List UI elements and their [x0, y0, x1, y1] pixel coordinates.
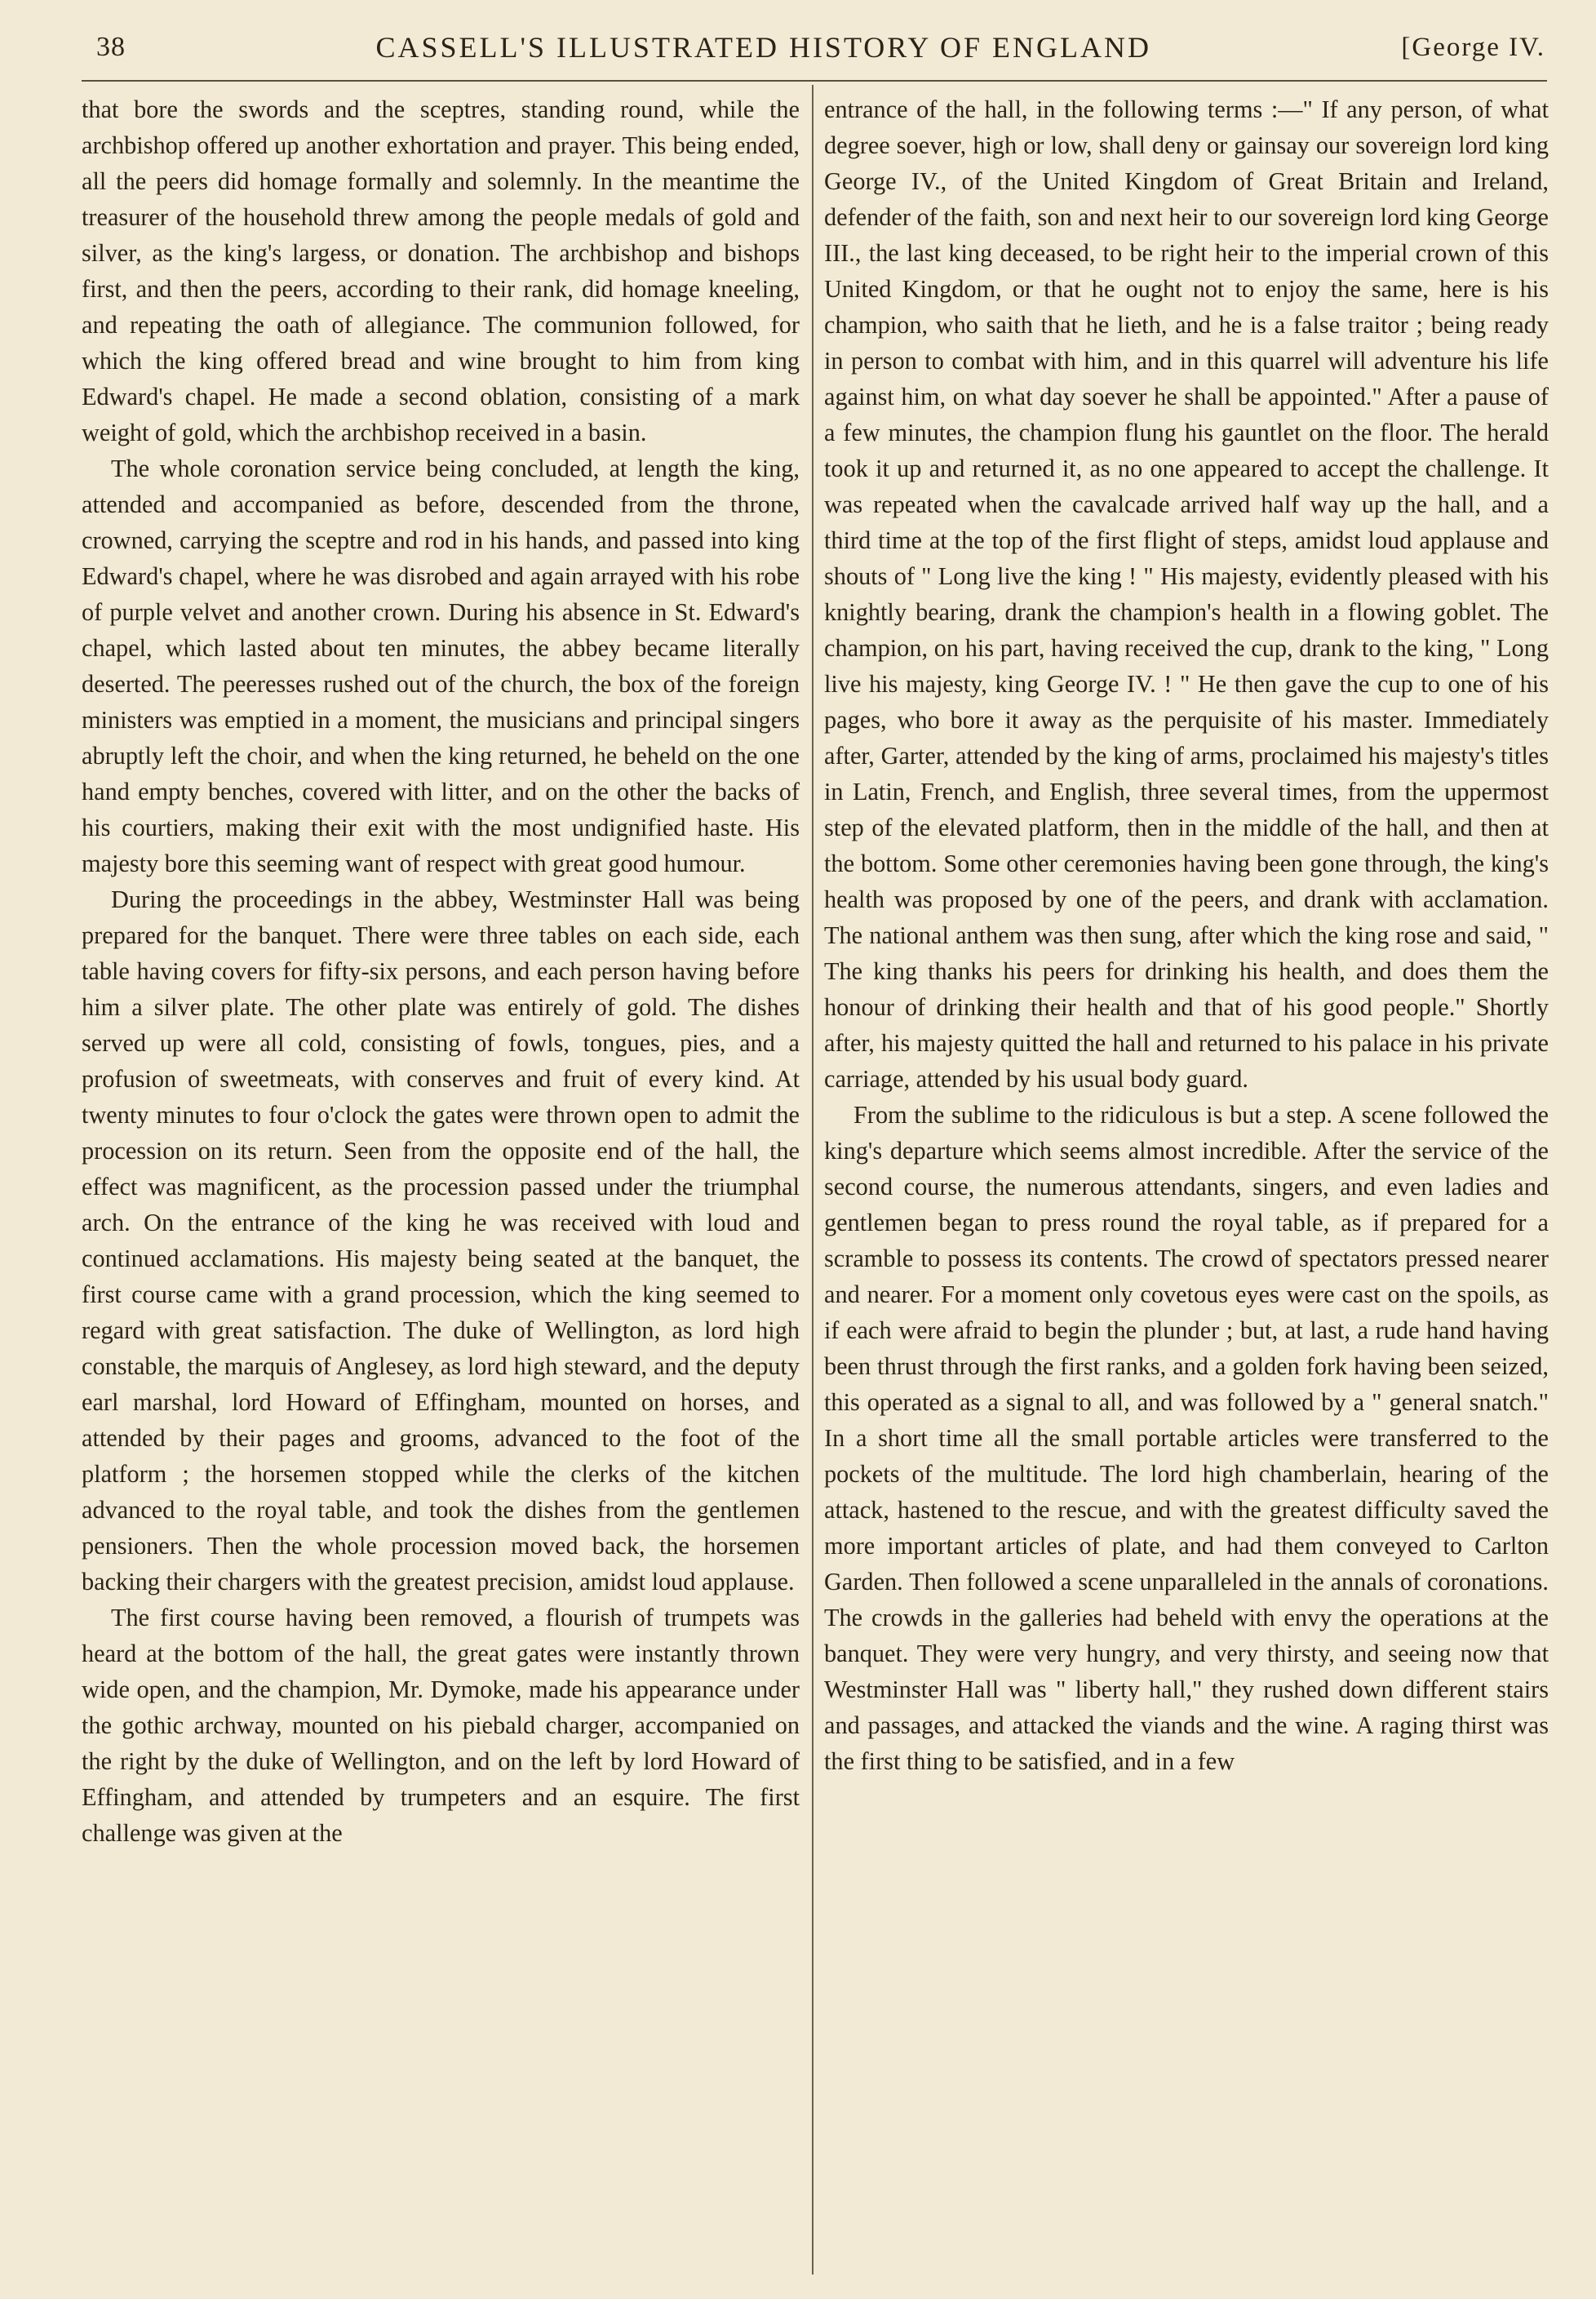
- right-column: [824, 91, 1549, 1779]
- page-header: [96, 23, 1545, 72]
- left-column: [82, 91, 800, 1851]
- paragraph: The whole coronation service being concluded, at length the king, attended and accompanied as before, descended from the throne, crowned, carrying the sceptre and rod in his hands, and passed into king Edward's chapel, where he was disrobed and again arrayed with his robe of purple velvet and another crown. During his absence in St. Edward's chapel, which lasted about ten minutes, the abbey became literally deserted. The peeresses rushed out of the church, the box of the foreign ministers was emptied in a moment, the musicians and principal singers abruptly left the choir, and when the king returned, he beheld on the one hand empty benches, covered with litter, and on the other the backs of his courtiers, making their exit with the most undignified haste. His majesty bore this seeming want of respect with great good humour.: [82, 455, 800, 877]
- paragraph: During the proceedings in the abbey, Westminster Hall was being prepared for the banquet. There were three tables on each side, each table having covers for fifty-six persons, and each person having before him a silver plate. The other plate was entirely of gold. The dishes served up were all cold, consisting of fowls, tongues, pies, and a profusion of sweetmeats, with conserves and fruit of every kind. At twenty minutes to four o'clock the gates were thrown open to admit the procession on its return. Seen from the opposite end of the hall, the effect was magnificent, as the procession passed under the triumphal arch. On the entrance of the king he was received with loud and continued acclamations. His majesty being seated at the banquet, the first course came with a grand procession, which the king seemed to regard with great satisfaction. The duke of Wellington, as lord high constable, the marquis of Anglesey, as lord high steward, and the deputy earl marshal, lord Howard of Effingham, mounted on horses, and attended by their pages and grooms, advanced to the foot of the platform ; the horsemen stopped while the clerks of the kitchen advanced to the royal table, and took the dishes from the gentlemen pensioners. Then the whole procession moved back, the horsemen backing their chargers with the greatest precision, amidst loud applause.: [82, 885, 800, 1596]
- section-tag: [George IV.: [1401, 32, 1545, 62]
- column-divider: [812, 85, 814, 2275]
- page-number: 38: [96, 32, 126, 62]
- paragraph: that bore the swords and the sceptres, standing round, while the archbishop offered up another exhortation and prayer. This being ended, all the peers did homage formally and solemnly. In the meantime the treasurer of the household threw among the people medals of gold and silver, as the king's largess, or donation. The archbishop and bishops first, and then the peers, according to their rank, did homage kneeling, and repeating the oath of allegiance. The communion followed, for which the king offered bread and wine brought to him from king Edward's chapel. He made a second oblation, consisting of a mark weight of gold, which the archbishop received in a basin.: [82, 95, 800, 446]
- paragraph: From the sublime to the ridiculous is but a step. A scene followed the king's departure which seems almost incredible. After the service of the second course, the numerous attendants, singers, and even ladies and gentlemen began to press round the royal table, as if prepared for a scramble to possess its contents. The crowd of spectators pressed nearer and nearer. For a moment only covetous eyes were cast on the spoils, as if each were afraid to begin the plunder ; but, at last, a rude hand having been thrust through the first ranks, and a golden fork having been seized, this operated as a signal to all, and was followed by a " general snatch." In a short time all the small portable articles were transferred to the pockets of the multitude. The lord high chamberlain, hearing of the attack, hastened to the rescue, and with the greatest difficulty saved the more important articles of plate, and had them conveyed to Carlton Garden. Then followed a scene unparalleled in the annals of coronations. The crowds in the galleries had beheld with envy the operations at the banquet. They were very hungry, and very thirsty, and seeing now that Westminster Hall was " liberty hall," they rushed down different stairs and passages, and attacked the viands and the wine. A raging thirst was the first thing to be satisfied, and in a few: [824, 1101, 1549, 1775]
- running-title: CASSELL'S ILLUSTRATED HISTORY OF ENGLAND: [375, 31, 1151, 64]
- paragraph: entrance of the hall, in the following terms :—" If any person, of what degree soever, high or low, shall deny or gainsay our sovereign lord king George IV., of the United Kingdom of Great Britain and Ireland, defender of the faith, son and next heir to our sovereign lord king George III., the last king deceased, to be right heir to the imperial crown of this United Kingdom, or that he ought not to enjoy the same, here is his champion, who saith that he lieth, and he is a false traitor ; being ready in person to combat with him, and in this quarrel will adventure his life against him, on what day soever he shall be appointed." After a pause of a few minutes, the champion flung his gauntlet on the floor. The herald took it up and returned it, as no one appeared to accept the challenge. It was repeated when the cavalcade arrived half way up the hall, and a third time at the top of the first flight of steps, amidst loud applause and shouts of " Long live the king ! " His majesty, evidently pleased with his knightly bearing, drank the champion's health in a flowing goblet. The champion, on his part, having received the cup, drank to the king, " Long live his majesty, king George IV. ! " He then gave the cup to one of his pages, who bore it away as the perquisite of his master. Immediately after, Garter, attended by the king of arms, proclaimed his majesty's titles in Latin, French, and English, three several times, from the uppermost step of the elevated platform, then in the middle of the hall, and then at the bottom. Some other ceremonies having been gone through, the king's health was proposed by one of the peers, and drank with acclamation. The national anthem was then sung, after which the king rose and said, " The king thanks his peers for drinking his health, and does them the honour of drinking their health and that of his good people." Shortly after, his majesty quitted the hall and returned to his palace in his private carriage, attended by his usual body guard.: [824, 95, 1549, 1093]
- paragraph: The first course having been removed, a flourish of trumpets was heard at the bottom of the hall, the great gates were instantly thrown wide open, and the champion, Mr. Dymoke, made his appearance under the gothic archway, mounted on his piebald charger, accompanied on the right by the duke of Wellington, and on the left by lord Howard of Effingham, and attended by trumpeters and an esquire. The first challenge was given at the: [82, 1604, 800, 1847]
- header-rule: [82, 80, 1547, 82]
